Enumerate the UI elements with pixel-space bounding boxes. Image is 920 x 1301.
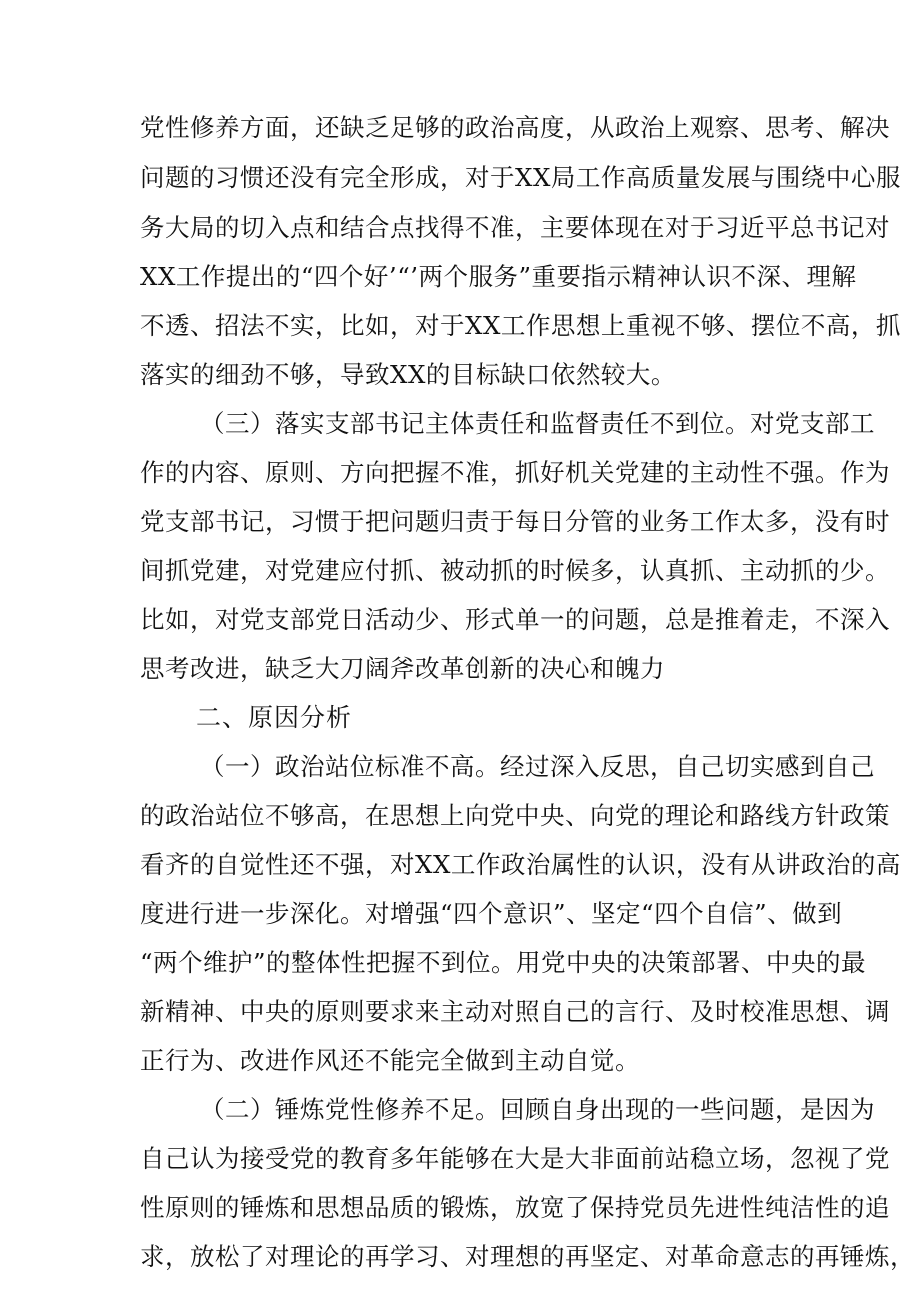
paragraph-line: 自己认为接受党的教育多年能够在大是大非面前站稳立场，忽视了党 bbox=[140, 1144, 890, 1173]
paragraph-line: 求，放松了对理论的再学习、对理想的再坚定、对革命意志的再锤炼， bbox=[140, 1242, 915, 1271]
paragraph-line: 间抓党建，对党建应付抓、被动抓的时候多，认真抓、主动抓的少。 bbox=[140, 556, 890, 585]
paragraph-line: 思考改进，缺乏大刀阔斧改革创新的决心和魄力 bbox=[140, 654, 665, 683]
paragraph-line: 问题的习惯还没有完全形成，对于XX局工作高质量发展与围绕中心服 bbox=[140, 163, 901, 192]
paragraph-line: XX工作提出的“四个好’“’两个服务”重要指示精神认识不深、理解 bbox=[140, 262, 857, 291]
paragraph-line: 性原则的锤炼和思想品质的锻炼，放宽了保持党员先进性纯洁性的追 bbox=[140, 1193, 890, 1222]
paragraph-line: 新精神、中央的原则要求来主动对照自己的言行、及时校准思想、调 bbox=[140, 997, 890, 1026]
paragraph-line: 落实的细劲不够，导致XX的目标缺口依然较大。 bbox=[140, 360, 676, 389]
paragraph-line: 度进行进一步深化。对增强“四个意识”、坚定“四个自信”、做到 bbox=[140, 899, 843, 928]
paragraph-line: （三）落实支部书记主体责任和监督责任不到位。对党支部工 bbox=[200, 409, 875, 438]
paragraph-line: 看齐的自觉性还不强，对XX工作政治属性的认识，没有从讲政治的高 bbox=[140, 850, 901, 879]
paragraph-line: 不透、招法不实，比如，对于XX工作思想上重视不够、摆位不高，抓 bbox=[140, 311, 901, 340]
paragraph-line: 党支部书记，习惯于把问题归责于每日分管的业务工作太多，没有时 bbox=[140, 507, 890, 536]
paragraph-line: 作的内容、原则、方向把握不准，抓好机关党建的主动性不强。作为 bbox=[140, 458, 890, 487]
paragraph-line: 的政治站位不够高，在思想上向党中央、向党的理论和路线方针政策 bbox=[140, 801, 890, 830]
paragraph-line: “两个维护”的整体性把握不到位。用党中央的决策部署、中央的最 bbox=[140, 948, 867, 977]
paragraph-line: 比如，对党支部党日活动少、形式单一的问题，总是推着走，不深入 bbox=[140, 605, 890, 634]
paragraph-line: 党性修养方面，还缺乏足够的政治高度，从政治上观察、思考、解决 bbox=[140, 113, 890, 142]
section-heading: 二、原因分析 bbox=[196, 703, 353, 732]
paragraph-line: 正行为、改进作风还不能完全做到主动自觉。 bbox=[140, 1046, 640, 1075]
paragraph-line: （二）锤炼党性修养不足。回顾自身出现的一些问题，是因为 bbox=[200, 1095, 875, 1124]
paragraph-line: （一）政治站位标准不高。经过深入反思，自己切实感到自己 bbox=[200, 752, 875, 781]
paragraph-line: 务大局的切入点和结合点找得不准，主要体现在对于习近平总书记对 bbox=[140, 213, 890, 242]
